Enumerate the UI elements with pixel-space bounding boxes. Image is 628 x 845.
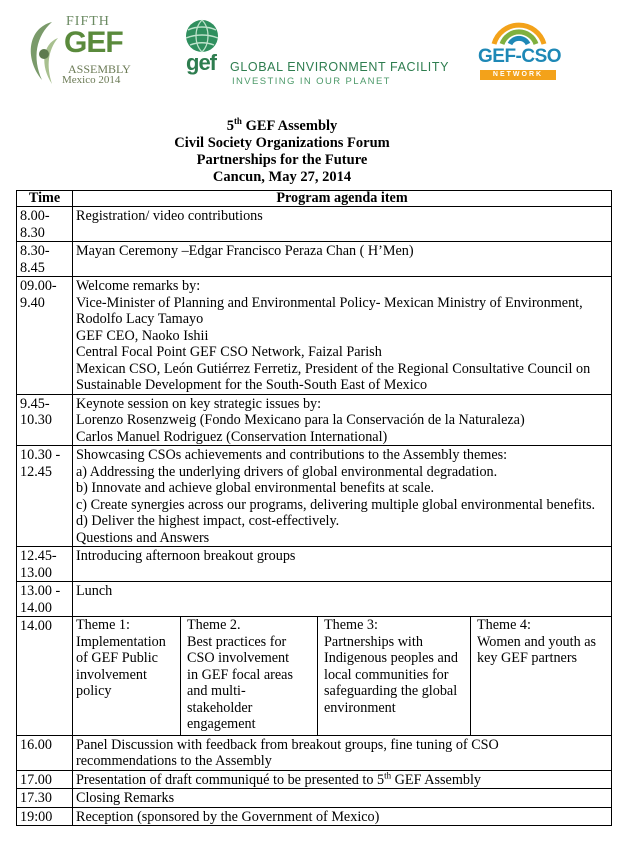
theme-title: Theme 4: — [477, 617, 531, 633]
item-line: b) Innovate and achieve global environmental benefits at scale. — [76, 480, 435, 496]
table-row — [17, 446, 612, 547]
item-line: recommendations to the Assembly — [76, 753, 272, 769]
item-line: Rodolfo Lacy Tamayo — [76, 311, 204, 327]
gef-cso-logo — [476, 12, 566, 84]
row-time — [17, 394, 73, 446]
time-start: 13.00 - — [20, 583, 61, 599]
row-time — [17, 277, 73, 395]
item-line: Vice-Minister of Planning and Environmental Policy- Mexican Ministry of Environment, — [76, 294, 583, 311]
table-row — [17, 242, 612, 277]
item-line: Showcasing CSOs achievements and contributions to the Assembly themes: — [76, 447, 508, 463]
row-item — [73, 789, 612, 808]
assembly-fifth-text: FIFTH — [66, 14, 110, 29]
item-line: Registration/ video contributions — [76, 208, 263, 224]
theme-line: policy — [76, 683, 112, 699]
time-end: 13.00 — [20, 564, 52, 581]
table-header-row — [17, 191, 612, 207]
item-line: d) Deliver the highest impact, cost-effectively. — [76, 513, 340, 529]
gef-name: GLOBAL ENVIRONMENT FACILITY — [230, 60, 450, 74]
time-end: 14.00 — [20, 599, 52, 616]
item-line: Closing Remarks — [76, 790, 175, 806]
item-line: a) Addressing the underlying drivers of global environmental degradation. — [76, 463, 498, 480]
theme-line: stakeholder — [187, 699, 253, 716]
item-line: Welcome remarks by: — [76, 278, 201, 294]
time-start: 8.30- — [20, 243, 50, 259]
time-start: 8.00- — [20, 208, 50, 224]
gef-tagline: INVESTING IN OUR PLANET — [232, 76, 391, 87]
item-line: Keynote session on key strategic issues by: — [76, 395, 322, 412]
heading-superscript: th — [233, 116, 242, 127]
item-line: c) Create synergies across our programs, delivering multiple global environmental benefits. — [76, 496, 596, 513]
row-time: 19:00 — [17, 807, 73, 826]
theme-title: Theme 1: — [76, 617, 130, 633]
gef-assembly-logo — [22, 12, 132, 88]
table-row — [17, 807, 612, 826]
row-item — [73, 582, 612, 617]
theme-line: engagement — [187, 716, 256, 732]
row-item — [73, 807, 612, 826]
row-item — [73, 446, 612, 547]
theme-line: involvement — [76, 666, 147, 683]
time-start: 12.45- — [20, 548, 57, 564]
item-line: Introducing afternoon breakout groups — [76, 548, 296, 564]
item-header: Program agenda item — [73, 191, 612, 207]
theme-3 — [318, 617, 471, 735]
row-item — [73, 770, 612, 789]
assembly-label: ASSEMBLY — [68, 62, 131, 76]
time-end: 8.30 — [20, 224, 45, 241]
theme-line: local communities for — [324, 666, 449, 683]
time-end: 12.45 — [20, 463, 52, 480]
row-time — [17, 547, 73, 582]
assembly-gef-text: GEF — [64, 26, 123, 59]
item-line: Panel Discussion with feedback from breakout groups, fine tuning of CSO — [76, 736, 499, 753]
row-time — [17, 242, 73, 277]
theme-line: Indigenous peoples and — [324, 650, 458, 666]
item-line: Carlos Manuel Rodriguez (Conservation International) — [76, 428, 388, 445]
theme-line: Best practices for — [187, 633, 287, 650]
theme-line: Partnerships with — [324, 633, 423, 650]
time-start: 9.45- — [20, 395, 50, 412]
item-line: GEF CEO, Naoko Ishii — [76, 327, 209, 344]
item-line: Mexican CSO, León Gutiérrez Ferretiz, President of the Regional Consultative Council on — [76, 360, 591, 377]
time-end: 10.30 — [20, 412, 52, 428]
themes-cell — [73, 617, 612, 736]
row-time: 14.00 — [17, 617, 73, 736]
heading-line-1-text: GEF Assembly — [241, 118, 338, 134]
table-row — [17, 394, 612, 446]
heading-number: 5 — [226, 118, 234, 134]
theme-line: Women and youth as — [477, 633, 597, 650]
theme-line: CSO involvement — [187, 650, 290, 666]
row-item — [73, 735, 612, 770]
cso-network-label: NETWORK — [480, 70, 556, 80]
document-heading — [0, 118, 564, 186]
themes-row — [17, 617, 612, 736]
heading-line-4: Cancun, May 27, 2014 — [212, 169, 352, 185]
item-superscript: th — [384, 769, 392, 780]
item-line: Presentation of draft communiqué to be presented to 5 — [76, 771, 385, 788]
heading-line-1 — [0, 118, 564, 135]
item-line: Mayan Ceremony –Edgar Francisco Peraza Chan ( H’Men) — [76, 243, 414, 259]
theme-line: and multi- — [187, 683, 246, 699]
row-item — [73, 277, 612, 395]
time-start: 09.00- — [20, 278, 57, 294]
row-time: 17.30 — [17, 789, 73, 808]
theme-title: Theme 3: — [324, 617, 378, 633]
theme-1 — [70, 617, 181, 735]
time-end: 9.40 — [20, 294, 45, 311]
assembly-location: Mexico 2014 — [62, 74, 121, 86]
theme-line: Implementation — [76, 633, 166, 650]
theme-line: environment — [324, 699, 396, 716]
row-time: 16.00 — [17, 735, 73, 770]
item-line-end: GEF Assembly — [391, 771, 481, 788]
heading-line-2: Civil Society Organizations Forum — [174, 135, 390, 151]
arcs-icon — [484, 12, 554, 46]
row-time — [17, 446, 73, 547]
gef-abbr: gef — [186, 50, 216, 75]
row-item — [73, 242, 612, 277]
item-line: Lunch — [76, 583, 113, 599]
item-line: Sustainable Development for the South-South East of Mexico — [76, 377, 428, 393]
time-end: 8.45 — [20, 259, 45, 276]
agenda-table — [16, 190, 612, 826]
table-row — [17, 547, 612, 582]
cso-name: GEF-CSO — [478, 46, 562, 67]
time-start: 10.30 - — [20, 447, 61, 463]
theme-line: safeguarding the global — [324, 683, 458, 699]
time-header: Time — [17, 191, 73, 207]
table-row — [17, 582, 612, 617]
item-line: Reception (sponsored by the Government of Mexico) — [76, 808, 380, 825]
logo-row — [0, 8, 628, 88]
gef-logo — [180, 18, 450, 87]
row-item — [73, 394, 612, 446]
theme-line: in GEF focal areas — [187, 666, 293, 683]
table-row — [17, 207, 612, 242]
heading-line-3: Partnerships for the Future — [196, 152, 368, 168]
swirl-icon — [22, 18, 66, 88]
row-time: 17.00 — [17, 770, 73, 789]
row-item — [73, 207, 612, 242]
table-row — [17, 277, 612, 395]
item-line: Questions and Answers — [76, 529, 210, 546]
globe-icon — [182, 18, 222, 54]
themes-grid — [70, 617, 611, 735]
theme-title: Theme 2. — [187, 617, 241, 633]
theme-line: key GEF partners — [477, 650, 578, 666]
theme-4 — [471, 617, 611, 735]
row-time — [17, 582, 73, 617]
table-row — [17, 770, 612, 789]
row-item — [73, 547, 612, 582]
table-row — [17, 735, 612, 770]
theme-2 — [181, 617, 318, 735]
item-line: Central Focal Point GEF CSO Network, Faizal Parish — [76, 344, 382, 360]
row-time — [17, 207, 73, 242]
theme-line: of GEF Public — [76, 650, 158, 666]
item-line: Lorenzo Rosenzweig (Fondo Mexicano para la Conservación de la Naturaleza) — [76, 412, 525, 428]
table-row — [17, 789, 612, 808]
